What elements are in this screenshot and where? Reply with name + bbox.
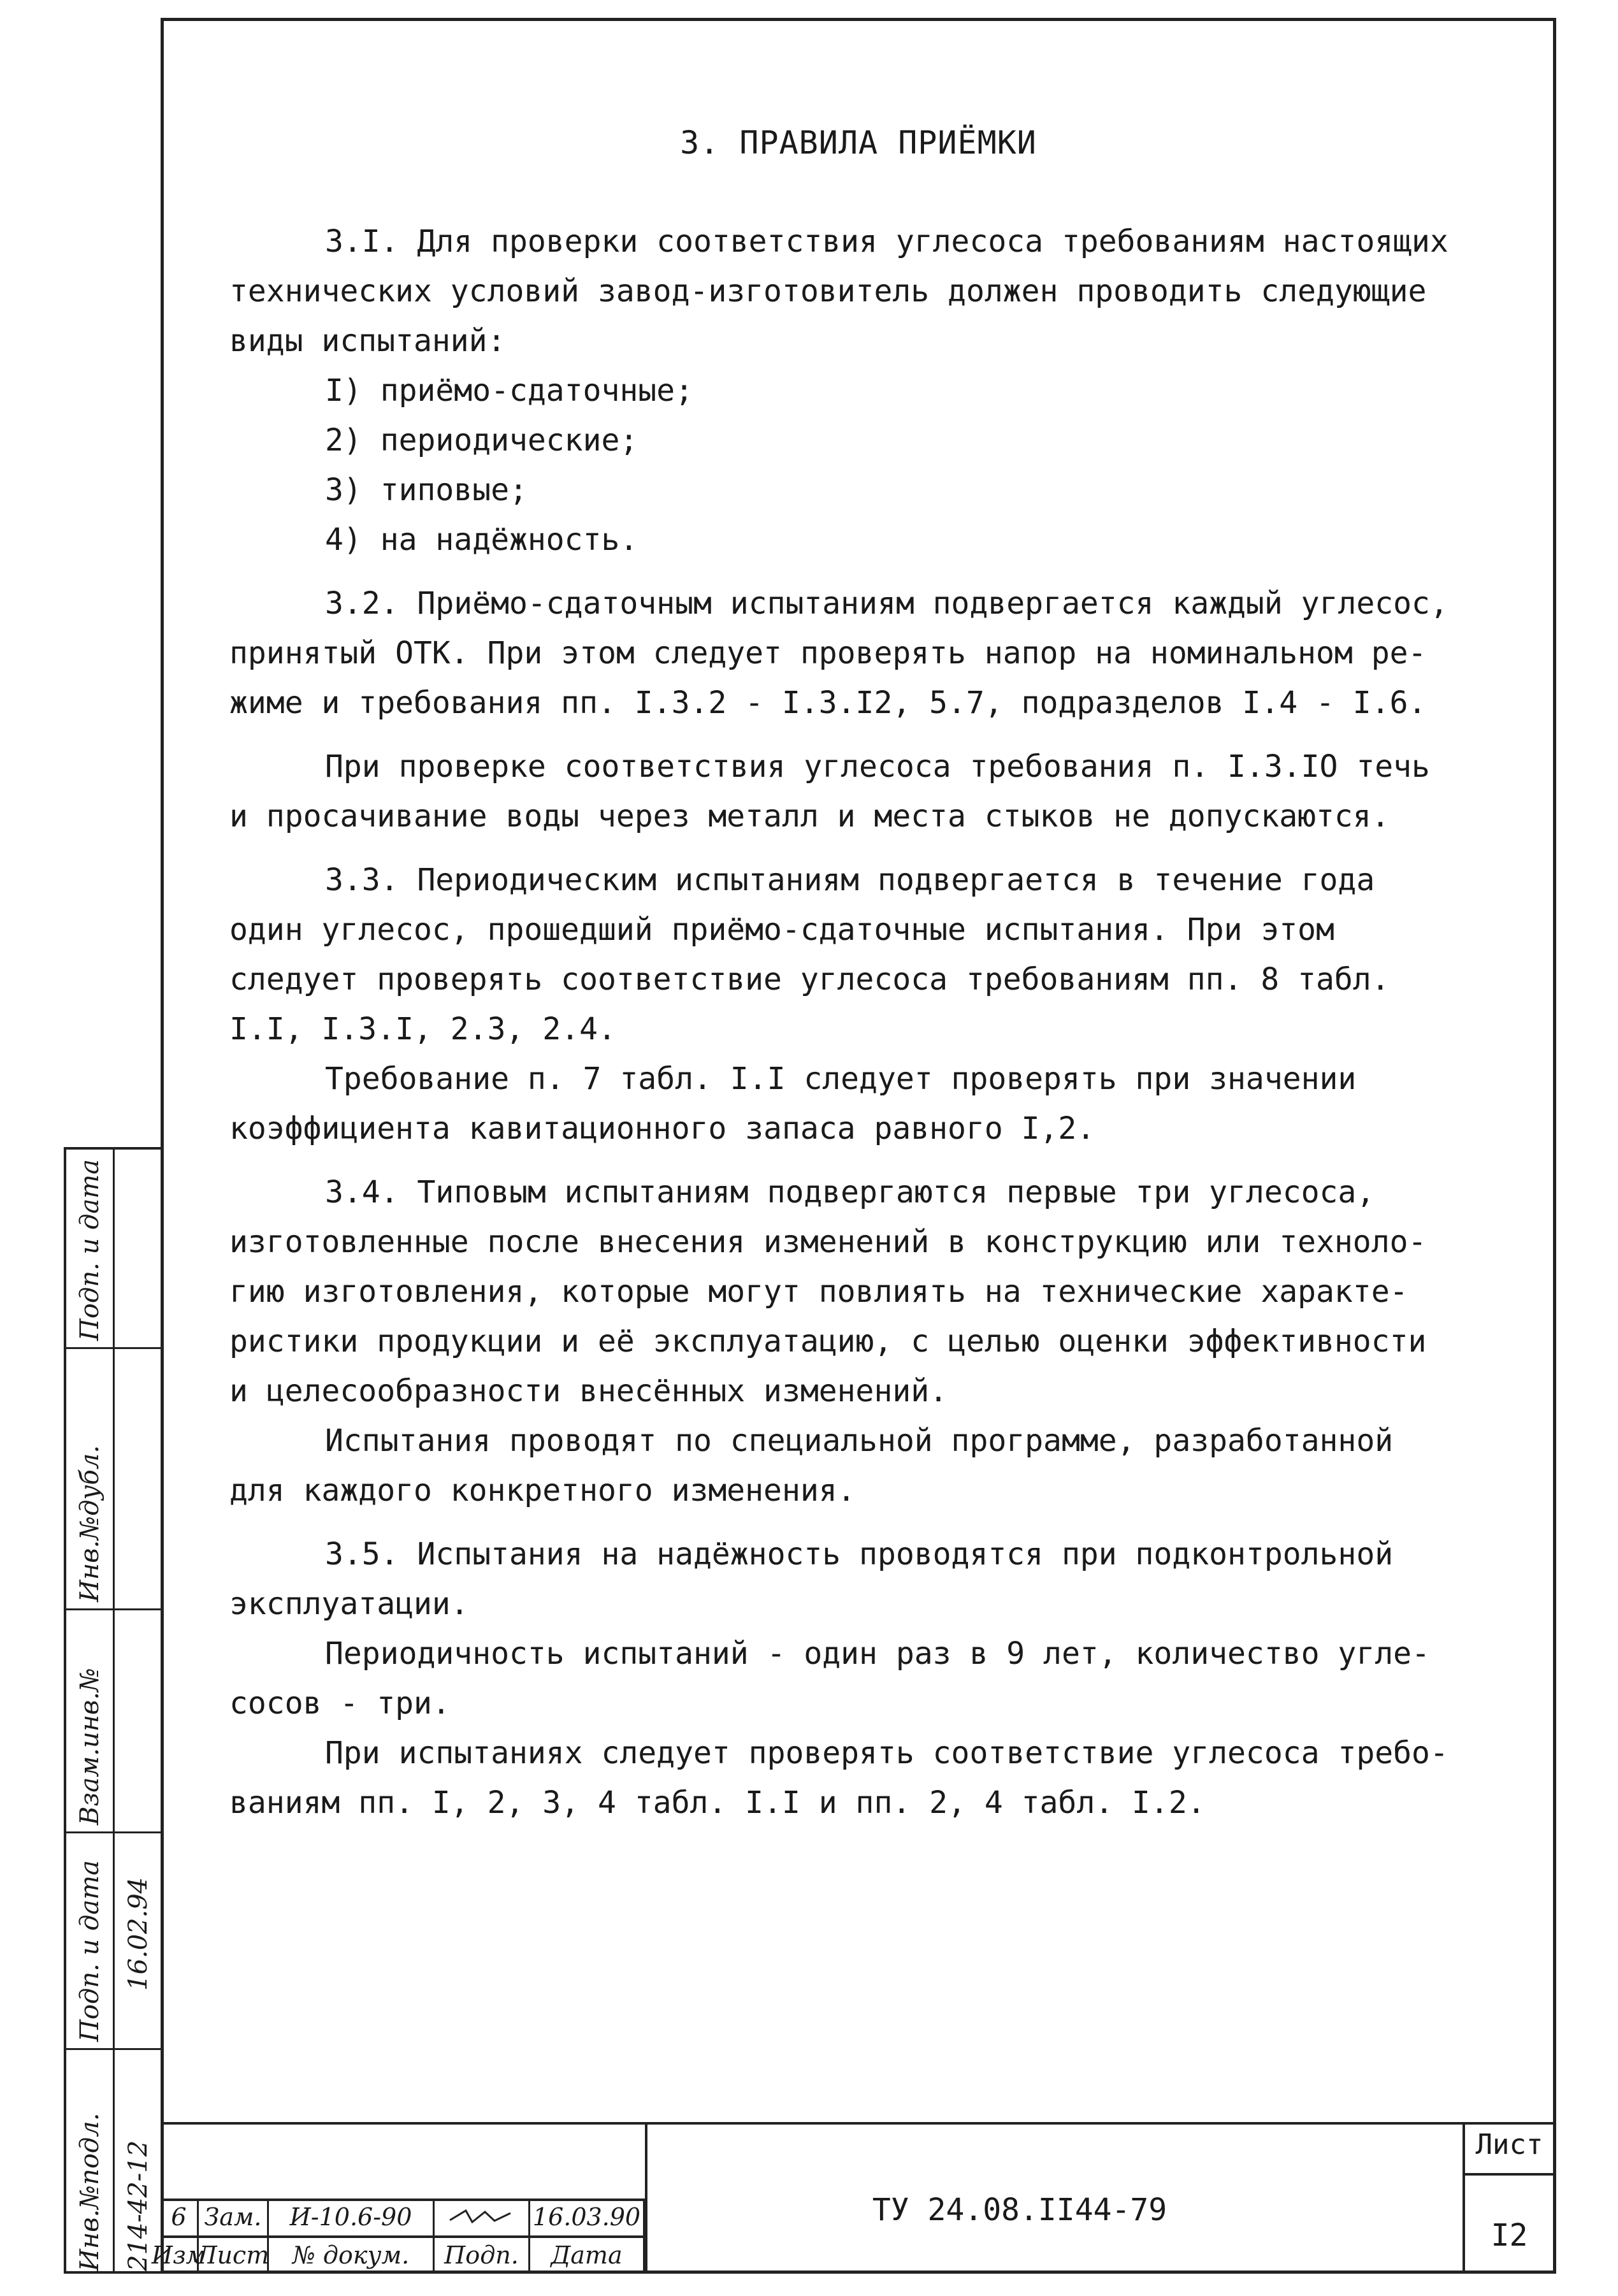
text-line: эксплуатации. bbox=[229, 1586, 469, 1622]
text-line: и просачивание воды через металл и места стыков не допускаются. bbox=[229, 798, 1390, 834]
sheet-number: I2 bbox=[1491, 2218, 1528, 2253]
stamp-divider bbox=[66, 1347, 163, 1349]
col-label-podp: Подп. bbox=[435, 2237, 530, 2274]
text-line: сосов - три. bbox=[229, 1686, 451, 1721]
col-label-data: Дата bbox=[530, 2237, 645, 2274]
rev-sheet: Зам. bbox=[199, 2199, 269, 2235]
rev-number: 6 bbox=[161, 2199, 199, 2235]
list-item: 2) периодические; bbox=[325, 422, 639, 458]
text-line: жиме и требования пп. I.3.2 - I.3.I2, 5.7, подразделов I.4 - I.6. bbox=[229, 685, 1427, 721]
stamp-label-vzam-inv: Взам.инв.№ bbox=[75, 1668, 105, 1825]
sheet-box-rule bbox=[1463, 2173, 1556, 2176]
text-line: и целесообразности внесённых изменений. bbox=[229, 1373, 948, 1409]
col-label-doc: № докум. bbox=[269, 2237, 435, 2274]
text-line: При проверке соответствия углесоса требования п. I.3.IO течь bbox=[325, 749, 1430, 784]
text-line: 3.I. Для проверки соответствия углесоса требованиям настоящих bbox=[325, 224, 1448, 259]
rev-signature bbox=[435, 2199, 530, 2235]
sheet-label: Лист bbox=[1475, 2128, 1543, 2161]
paragraph-gap bbox=[229, 1515, 1542, 1529]
document-number: ТУ 24.08.II44-79 bbox=[872, 2192, 1167, 2228]
col-label-list: Лист bbox=[199, 2237, 269, 2274]
text-line: I.I, I.3.I, 2.3, 2.4. bbox=[229, 1011, 616, 1047]
paragraph-gap bbox=[229, 1153, 1542, 1167]
text-line: принятый ОТК. При этом следует проверять напор на номинальном ре- bbox=[229, 635, 1427, 671]
paragraph-gap bbox=[229, 728, 1542, 742]
text-line: ваниям пп. I, 2, 3, 4 табл. I.I и пп. 2, 4 табл. I.2. bbox=[229, 1785, 1206, 1821]
signature-mark bbox=[447, 2204, 517, 2230]
stamp-divider bbox=[66, 1608, 163, 1610]
side-stamp bbox=[64, 1147, 161, 2274]
title-block-divider bbox=[645, 2122, 647, 2274]
col-label-izm: Изм bbox=[161, 2237, 199, 2274]
text-line: коэффициента кавитационного запаса равного I,2. bbox=[229, 1111, 1095, 1146]
text-line: Периодичность испытаний - один раз в 9 лет, количество угле- bbox=[325, 1636, 1430, 1671]
text-line: виды испытаний: bbox=[229, 323, 506, 359]
text-line: 3.5. Испытания на надёжность проводятся при подконтрольной bbox=[325, 1536, 1394, 1572]
stamp-divider bbox=[66, 1831, 163, 1833]
section-title: 3. ПРАВИЛА ПРИЁМКИ bbox=[680, 124, 1037, 161]
title-block-top-rule bbox=[161, 2122, 1556, 2125]
text-line: изготовленные после внесения изменений в конструкцию или техноло- bbox=[229, 1224, 1427, 1260]
text-line: следует проверять соответствие углесоса требованиям пп. 8 табл. bbox=[229, 962, 1390, 997]
stamp-value-inv-number: 214-42-12 bbox=[124, 2140, 153, 2271]
list-item: 4) на надёжность. bbox=[325, 522, 639, 558]
rev-date: 16.03.90 bbox=[530, 2199, 645, 2235]
list-item: 3) типовые; bbox=[325, 472, 528, 508]
text-line: один углесос, прошедший приёмо-сдаточные испытания. При этом bbox=[229, 912, 1334, 948]
text-line: Испытания проводят по специальной программе, разработанной bbox=[325, 1423, 1394, 1459]
stamp-label-podp-data-2: Подп. и дата bbox=[75, 1159, 105, 1341]
list-item: I) приёмо-сдаточные; bbox=[325, 373, 693, 408]
text-line: для каждого конкретного изменения. bbox=[229, 1473, 856, 1508]
stamp-value-date: 16.02.94 bbox=[124, 1877, 153, 1991]
text-line: При испытаниях следует проверять соответствие углесоса требо- bbox=[325, 1735, 1448, 1771]
text-line: технических условий завод-изготовитель должен проводить следующие bbox=[229, 273, 1427, 309]
stamp-label-inv-dubl: Инв.№дубл. bbox=[75, 1445, 105, 1602]
text-line: Требование п. 7 табл. I.I следует проверять при значении bbox=[325, 1061, 1357, 1097]
text-line: гию изготовления, которые могут повлиять на технические характе- bbox=[229, 1274, 1408, 1310]
paragraph-gap bbox=[229, 841, 1542, 855]
text-line: ристики продукции и её эксплуатацию, с целью оценки эффективности bbox=[229, 1324, 1427, 1359]
stamp-label-podp-data: Подп. и дата bbox=[75, 1860, 105, 2042]
rev-doc-number: И-10.6-90 bbox=[269, 2199, 435, 2235]
body-text bbox=[229, 217, 1542, 1828]
paragraph-gap bbox=[229, 565, 1542, 579]
stamp-divider bbox=[66, 2048, 163, 2050]
text-line: 3.2. Приёмо-сдаточным испытаниям подвергается каждый углесос, bbox=[325, 586, 1448, 621]
text-line: 3.3. Периодическим испытаниям подвергается в течение года bbox=[325, 862, 1375, 898]
stamp-label-inv-podl: Инв.№подл. bbox=[75, 2112, 105, 2271]
side-stamp-values bbox=[115, 1150, 163, 2271]
text-line: 3.4. Типовым испытаниям подвергаются первые три углесоса, bbox=[325, 1174, 1375, 1210]
